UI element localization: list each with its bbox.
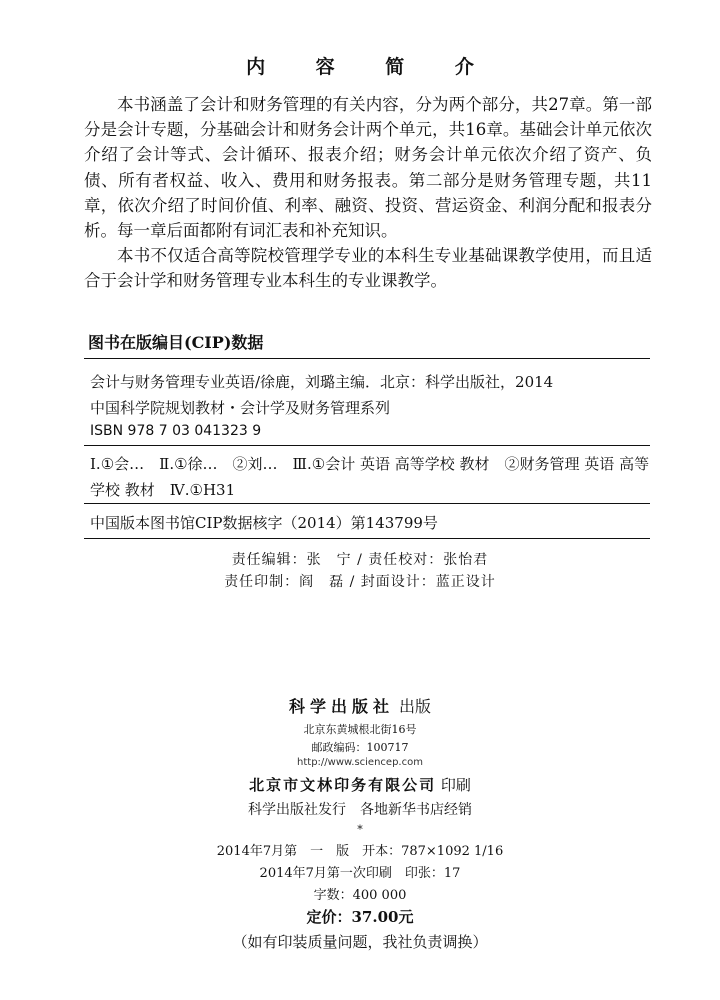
divider-star: * <box>357 823 363 836</box>
cip-record: 中国版本图书馆CIP数据核字（2014）第143799号 <box>90 514 438 532</box>
printer-name: 北京市文林印务有限公司 <box>249 776 437 794</box>
credits-printing-line: 责任印制：阎 磊 / 封面设计：蓝正设计 <box>224 574 496 590</box>
publisher-name: 科学出版社 <box>288 697 394 716</box>
printing-line: 2014年7月第一次印刷 印张：17 <box>259 866 461 881</box>
summary-body <box>84 92 652 294</box>
cip-heading: 图书在版编目(CIP)数据 <box>88 333 264 352</box>
price: 定价：37.00元 <box>306 908 414 926</box>
cip-top-rule <box>84 358 650 359</box>
cip-bottom-rule <box>84 538 650 539</box>
summary-title: 内 容 简 介 <box>246 56 496 78</box>
credits-editor-line: 责任编辑：张 宁 / 责任校对：张怡君 <box>231 552 489 568</box>
cip-mid-rule <box>84 445 650 446</box>
word-count: 字数：400 000 <box>313 888 407 903</box>
quality-notice: （如有印装质量问题，我社负责调换） <box>232 933 488 951</box>
printer-line <box>0 774 720 795</box>
cip-series: 中国科学院规划教材・会计学及财务管理系列 <box>90 399 391 417</box>
cip-entry: 会计与财务管理专业英语/徐鹿，刘璐主编．北京：科学出版社，2014 <box>90 373 554 391</box>
publisher-action: 出版 <box>399 697 432 716</box>
distribution-line: 科学出版社发行 各地新华书店经销 <box>248 802 472 818</box>
publisher-line <box>0 694 720 717</box>
summary-paragraph: 本书涵盖了会计和财务管理的有关内容，分为两个部分，共27章。第一部分是会计专题，分基础会计和财务会计两个单元，共16章。基础会计单元依次介绍了会计等式、会计循环、报表介绍；财务会计单元依次介绍了资产、负债、所有者权益、收入、费用和财务报表。第二部分是财务管理专题，共11章，依次介绍了时间价值、利率、融资、投资、营运资金、利润分配和报表分析。每一章后面都附有词汇表和补充知识。 <box>84 95 652 241</box>
edition-line: 2014年7月第 一 版 开本：787×1092 1/16 <box>216 844 504 859</box>
publisher-postcode: 邮政编码：100717 <box>311 741 409 754</box>
cip-classification: Ⅰ.①会… Ⅱ.①徐… ②刘… Ⅲ.①会计 英语 高等学校 教材 ②财务管理 英语 高等学校 教材 Ⅳ.①H31 <box>90 455 650 499</box>
publisher-url: http://www.sciencep.com <box>297 757 423 768</box>
cip-class-rule <box>84 503 650 504</box>
printer-action: 印刷 <box>440 776 471 794</box>
cip-isbn: ISBN 978 7 03 041323 9 <box>90 423 262 439</box>
publisher-address: 北京东黄城根北街16号 <box>303 723 417 736</box>
summary-paragraph: 本书不仅适合高等院校管理学专业的本科生专业基础课教学使用，而且适合于会计学和财务管理专业本科生的专业课教学。 <box>84 246 652 291</box>
